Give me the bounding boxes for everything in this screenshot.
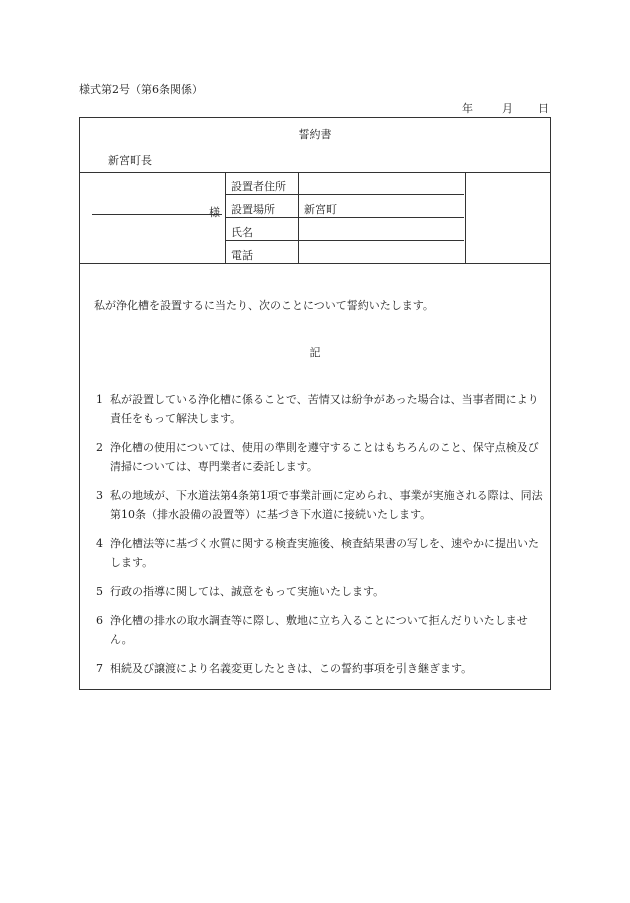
item-number: 6 <box>96 614 103 627</box>
item-text: 相続及び譲渡により名義変更したときは、この誓約事項を引き継ぎます。 <box>110 662 473 675</box>
list-item <box>96 438 546 476</box>
item-number: 2 <box>96 441 103 454</box>
ki-heading: 記 <box>309 346 321 359</box>
field-value-install-location[interactable]: 新宮町 <box>304 203 337 216</box>
honorific-sama: 様 <box>209 206 220 219</box>
form-number: 様式第2号（第6条関係） <box>79 83 203 96</box>
column-divider-value <box>298 172 299 263</box>
date-day-label: 日 <box>538 102 549 115</box>
item-text: 浄化槽の使用については、使用の準則を遵守することはもちろんのこと、保守点検及び清掃については、専門業者に委託します。 <box>110 441 539 473</box>
item-text: 浄化槽法等に基づく水質に関する検査実施後、検査結果書の写しを、速やかに提出いたします。 <box>110 537 539 569</box>
item-number: 4 <box>96 537 103 550</box>
row-divider-2 <box>225 217 464 218</box>
field-label-owner-address: 設置者住所 <box>231 180 286 193</box>
date-year-label: 年 <box>462 102 473 115</box>
item-number: 7 <box>96 662 103 675</box>
item-number: 5 <box>96 585 103 598</box>
list-item <box>96 534 546 572</box>
document-title: 誓約書 <box>298 128 332 141</box>
field-label-phone: 電話 <box>231 249 253 262</box>
item-text: 私が設置している浄化槽に係ることで、苦情又は紛争があった場合は、当事者間により責任をもって解決します。 <box>110 393 539 425</box>
date-month-label: 月 <box>502 102 513 115</box>
list-item <box>96 611 546 649</box>
item-number: 1 <box>96 393 103 406</box>
name-underline <box>92 214 222 215</box>
field-label-install-location: 設置場所 <box>231 203 275 216</box>
pledge-items-list <box>96 390 546 688</box>
item-text: 行政の指導に関しては、誠意をもって実施いたします。 <box>110 585 385 598</box>
list-item <box>96 486 546 524</box>
list-item <box>96 582 546 601</box>
table-bottom-rule <box>80 263 550 264</box>
table-top-rule <box>80 172 550 173</box>
column-divider-right <box>465 172 466 263</box>
item-text: 私の地域が、下水道法第4条第1項で事業計画に定められ、事業が実施される際は、同法第10条（排水設備の設置等）に基づき下水道に接続いたします。 <box>110 489 543 521</box>
row-divider-3 <box>225 240 464 241</box>
item-text: 浄化槽の排水の取水調査等に際し、敷地に立ち入ることについて拒んだりいたしません。 <box>110 614 528 646</box>
pledge-form-frame <box>79 117 551 690</box>
pledge-intro: 私が浄化槽を設置するに当たり、次のことについて誓約いたします。 <box>94 299 434 312</box>
column-divider-label <box>225 172 226 263</box>
item-number: 3 <box>96 489 103 502</box>
list-item <box>96 659 546 678</box>
row-divider-1 <box>225 194 464 195</box>
addressee: 新宮町長 <box>108 154 152 167</box>
list-item <box>96 390 546 428</box>
field-label-name: 氏名 <box>231 226 253 239</box>
